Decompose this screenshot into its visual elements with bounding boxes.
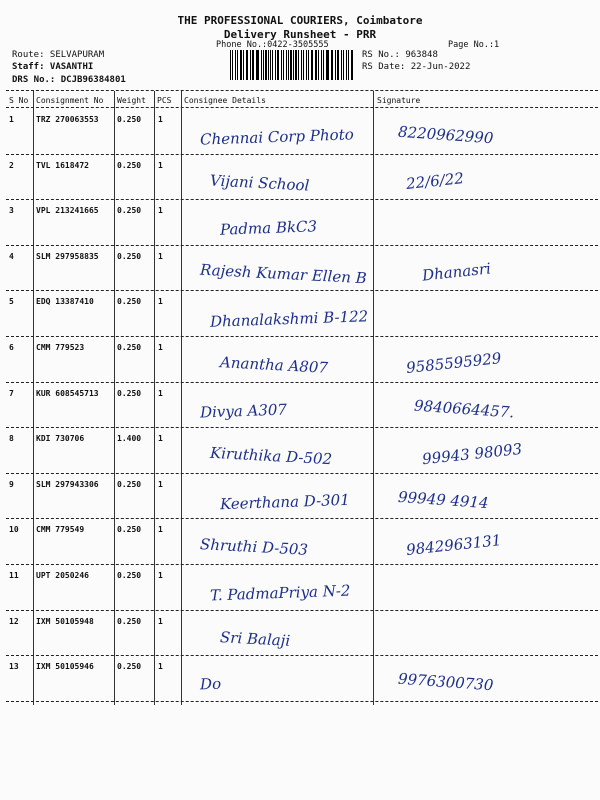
col-divider [154,91,155,705]
row-wt: 0.250 [117,115,142,124]
row-pcs: 1 [158,388,163,398]
barcode-bar [312,50,313,80]
barcode-bar [243,50,244,80]
barcode-bar [286,50,287,80]
row-divider [6,655,598,656]
row-pcs: 1 [158,662,163,672]
barcode-bar [351,50,352,80]
barcode-bar [257,50,259,80]
barcode-bar [237,50,238,80]
barcode-bar [283,50,284,80]
row-pcs: 1 [158,115,163,124]
barcode-bar [332,50,333,80]
barcode-bar [306,50,307,80]
row-sno: 4 [9,251,14,261]
barcode-bar [232,50,233,80]
row-sno: 9 [9,479,14,489]
barcode-bar [327,50,328,80]
company-name: THE PROFESSIONAL COURIERS, Coimbatore [177,14,423,27]
row-pcs: 1 [158,206,163,216]
signature-handwriting: 9976300730 [397,669,494,695]
col-divider [114,91,115,705]
row-wt: 0.250 [117,343,142,352]
row-sno: 2 [9,160,14,170]
col-divider [33,91,34,705]
barcode-bar [337,50,339,80]
signature-handwriting: 99949 4914 [397,487,490,512]
row-cno: TVL 1618472 [36,160,89,170]
consignee-handwriting: Rajesh Kumar Ellen B [199,260,368,288]
barcode-bar [293,50,294,80]
row-cno: IXM 50105948 [36,616,94,626]
row-divider [6,610,598,611]
row-divider [6,199,598,200]
barcode-bar [235,50,236,80]
consignee-handwriting: Anantha A807 [219,353,329,377]
row-cno: EDQ 13387410 [36,297,94,307]
row-sno: 3 [9,206,14,216]
col-sno: S No [9,96,29,105]
row-sno: 10 [9,525,19,535]
barcode-bar [301,50,302,80]
signature-handwriting: 9842963131 [405,531,503,560]
row-cno: CMM 779549 [36,525,85,535]
row-cno: UPT 2050246 [36,571,89,580]
row-wt: 0.250 [117,571,142,580]
rs-number: RS No.: 963848 [362,50,438,60]
barcode-bar [308,50,309,80]
barcode-bar [275,50,276,80]
barcode-bar [335,50,336,80]
row-cno: KDI 730706 [36,434,85,444]
row-cno: KUR 608545713 [36,388,99,398]
row-divider [6,427,598,428]
row-sno: 11 [9,571,19,580]
barcode-bar [352,50,353,80]
barcode-bar [326,50,327,80]
page-number: Page No.:1 [448,40,500,50]
barcode-bar [256,50,257,80]
barcode-bar [315,50,317,80]
row-divider [6,382,598,383]
row-wt: 0.250 [117,479,142,489]
barcode-bar [311,50,312,80]
consignee-handwriting: Keerthana D-301 [219,490,351,514]
barcode-bar [318,50,319,80]
barcode-bar [268,50,269,80]
row-pcs: 1 [158,251,163,261]
barcode-bar [277,50,279,80]
col-weight: Weight [117,96,146,105]
row-wt: 0.250 [117,297,142,307]
signature-handwriting: 22/6/22 [405,168,465,193]
row-divider [6,290,598,291]
row-pcs: 1 [158,571,163,580]
col-signature: Signature [377,96,421,105]
row-wt: 0.250 [117,160,142,170]
barcode-bar [230,50,231,80]
consignee-handwriting: Do [199,674,222,694]
barcode-bar [281,50,282,80]
barcode-bar [331,50,332,80]
consignee-handwriting: Shruthi D-503 [199,535,309,560]
col-divider [373,91,374,705]
barcode-bar [265,50,266,80]
row-sno: 12 [9,616,19,626]
row-cno: IXM 50105946 [36,662,94,672]
drs-number: DRS No.: DCJB96384801 [12,75,126,85]
col-pcs: PCS [157,96,172,105]
signature-handwriting: 99943 98093 [421,439,523,469]
row-divider [6,701,598,702]
signature-handwriting: Dhanasri [421,259,492,285]
row-cno: SLM 297958835 [36,251,99,261]
consignee-handwriting: Padma BkC3 [219,217,318,239]
barcode-bar [252,50,253,80]
barcode-bar [343,50,344,80]
barcode-bar [263,50,264,80]
signature-handwriting: 9840664457. [413,396,515,422]
signature-handwriting: 8220962990 [397,122,494,148]
row-cno: TRZ 270063553 [36,115,99,124]
barcode-bar [272,50,273,80]
barcode-bar [298,50,299,80]
barcode-bar [261,50,262,80]
row-cno: SLM 297943306 [36,479,99,489]
barcode-bar [295,50,297,80]
row-divider [6,245,598,246]
barcode-bar [348,50,349,80]
barcode [230,50,355,80]
barcode-bar [246,50,247,80]
barcode-bar [240,50,242,80]
row-wt: 1.400 [117,434,142,444]
row-wt: 0.250 [117,616,142,626]
barcode-bar [303,50,304,80]
phone-number: Phone No.:0422-3505555 [216,40,329,50]
row-wt: 0.250 [117,662,142,672]
row-divider [6,154,598,155]
row-sno: 6 [9,343,14,352]
consignee-handwriting: Sri Balaji [219,627,291,650]
route: Route: SELVAPURAM [12,50,105,60]
barcode-bar [323,50,324,80]
consignee-handwriting: Chennai Corp Photo [199,125,355,149]
row-pcs: 1 [158,525,163,535]
sheet-title: Delivery Runsheet - PRR [223,28,377,41]
row-sno: 1 [9,115,14,124]
row-divider [6,564,598,565]
row-wt: 0.250 [117,525,142,535]
signature-handwriting: 9585595929 [405,349,503,377]
row-pcs: 1 [158,297,163,307]
col-divider [181,91,182,705]
row-wt: 0.250 [117,206,142,216]
row-divider [6,518,598,519]
col-consignment: Consignment No [36,96,104,105]
barcode-bar [290,50,291,80]
row-divider [6,473,598,474]
row-cno: CMM 779523 [36,343,85,352]
barcode-bar [270,50,271,80]
header-bottom-rule [6,107,598,108]
row-sno: 7 [9,388,14,398]
row-sno: 5 [9,297,14,307]
consignee-handwriting: Divya A307 [199,400,288,422]
row-pcs: 1 [158,160,163,170]
staff: Staff: VASANTHI [12,62,94,72]
row-sno: 8 [9,434,14,444]
header-top-rule [6,90,598,91]
row-cno: VPL 213241665 [36,206,99,216]
consignee-handwriting: Kiruthika D-502 [209,444,333,469]
row-sno: 13 [9,662,19,672]
barcode-bar [288,50,289,80]
col-consignee: Consignee Details [184,96,266,105]
row-wt: 0.250 [117,388,142,398]
consignee-handwriting: T. PadmaPriya N-2 [209,581,351,605]
barcode-bar [247,50,248,80]
barcode-bar [341,50,342,80]
row-pcs: 1 [158,479,163,489]
barcode-bar [346,50,347,80]
row-pcs: 1 [158,434,163,444]
row-pcs: 1 [158,616,163,626]
consignee-handwriting: Dhanalakshmi B-122 [209,307,369,332]
row-divider [6,336,598,337]
row-pcs: 1 [158,343,163,352]
consignee-handwriting: Vijani School [209,171,310,195]
row-wt: 0.250 [117,251,142,261]
rs-date: RS Date: 22-Jun-2022 [362,62,471,72]
barcode-bar [321,50,322,80]
barcode-bar [250,50,251,80]
